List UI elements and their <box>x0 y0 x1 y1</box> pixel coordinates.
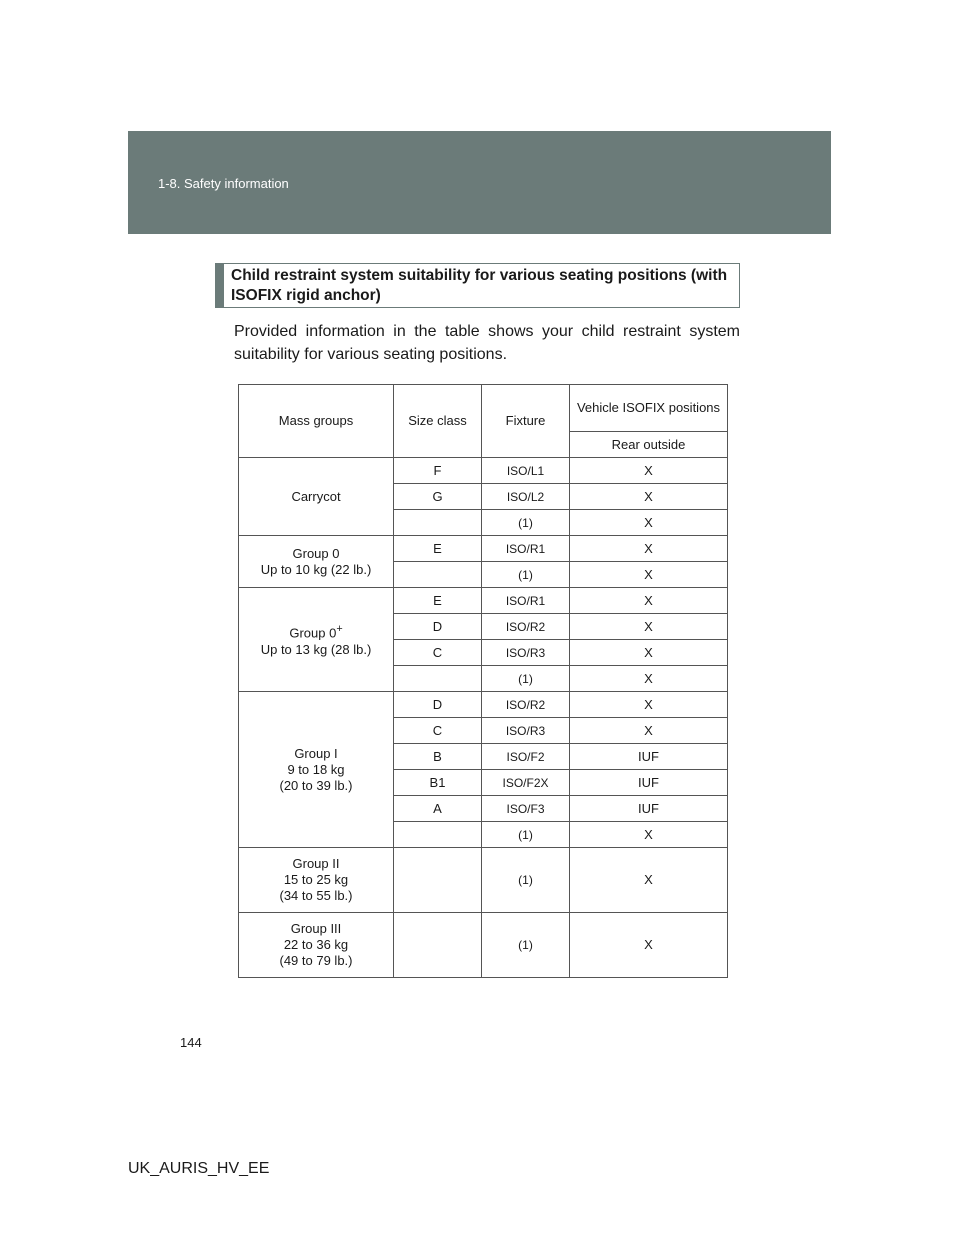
size-class-cell: C <box>394 640 482 666</box>
mass-group-range: 15 to 25 kg (34 to 55 lb.) <box>279 872 353 903</box>
size-class-cell: D <box>394 692 482 718</box>
table-row <box>239 913 728 978</box>
page-number: 144 <box>180 1035 202 1050</box>
mass-group-cell <box>239 536 394 588</box>
rear-outside-cell: X <box>570 588 728 614</box>
mass-group-name: Group II <box>292 856 340 871</box>
mass-group-name: Group III <box>290 921 342 936</box>
section-header-band <box>128 131 831 234</box>
rear-outside-cell: X <box>570 510 728 536</box>
mass-group-name: Group 0 <box>292 545 340 561</box>
rear-outside-cell: X <box>570 848 728 913</box>
rear-outside-cell: X <box>570 536 728 562</box>
size-class-cell <box>394 562 482 588</box>
size-class-cell: C <box>394 718 482 744</box>
size-class-cell: A <box>394 796 482 822</box>
table-row <box>239 536 728 562</box>
size-class-cell <box>394 666 482 692</box>
size-class-cell <box>394 510 482 536</box>
rear-outside-cell: X <box>570 822 728 848</box>
size-class-cell: E <box>394 536 482 562</box>
fixture-cell: (1) <box>482 562 570 588</box>
fixture-cell: (1) <box>482 666 570 692</box>
heading-accent-bar <box>216 264 224 307</box>
topic-heading: Child restraint system suitability for various seating positions (with ISOFIX rigid anchor) <box>231 267 728 304</box>
fixture-cell: ISO/R3 <box>482 718 570 744</box>
rear-outside-cell: X <box>570 718 728 744</box>
topic-heading-box <box>215 263 740 308</box>
mass-group-superscript: + <box>336 623 343 636</box>
fixture-cell: ISO/F3 <box>482 796 570 822</box>
fixture-cell: (1) <box>482 510 570 536</box>
size-class-cell: B <box>394 744 482 770</box>
rear-outside-cell: IUF <box>570 796 728 822</box>
fixture-cell: (1) <box>482 913 570 978</box>
mass-group-name: Group I <box>294 745 338 761</box>
fixture-cell: (1) <box>482 822 570 848</box>
mass-group-range: Up to 10 kg (22 lb.) <box>260 561 372 577</box>
fixture-cell: ISO/R1 <box>482 588 570 614</box>
size-class-cell: E <box>394 588 482 614</box>
rear-outside-cell: X <box>570 913 728 978</box>
fixture-cell: ISO/R2 <box>482 614 570 640</box>
header-size-class: Size class <box>394 385 482 458</box>
fixture-cell: ISO/R2 <box>482 692 570 718</box>
mass-group-range: Up to 13 kg (28 lb.) <box>260 641 372 657</box>
size-class-cell: D <box>394 614 482 640</box>
fixture-cell: ISO/R1 <box>482 536 570 562</box>
mass-group-range: 9 to 18 kg (20 to 39 lb.) <box>279 761 353 793</box>
header-vehicle-isofix-positions: Vehicle ISOFIX positions <box>570 385 728 432</box>
rear-outside-cell: X <box>570 484 728 510</box>
mass-group-cell <box>239 848 394 913</box>
isofix-suitability-table <box>238 384 728 978</box>
table-row <box>239 588 728 614</box>
mass-group-name: Group 0 <box>289 625 337 641</box>
fixture-cell: (1) <box>482 848 570 913</box>
size-class-cell: F <box>394 458 482 484</box>
rear-outside-cell: X <box>570 692 728 718</box>
rear-outside-cell: IUF <box>570 770 728 796</box>
fixture-cell: ISO/L1 <box>482 458 570 484</box>
section-title: 1-8. Safety information <box>158 176 289 191</box>
fixture-cell: ISO/L2 <box>482 484 570 510</box>
size-class-cell <box>394 822 482 848</box>
rear-outside-cell: X <box>570 562 728 588</box>
mass-group-name: Carrycot <box>291 488 341 504</box>
fixture-cell: ISO/F2 <box>482 744 570 770</box>
table-row <box>239 848 728 913</box>
rear-outside-cell: X <box>570 614 728 640</box>
size-class-cell <box>394 913 482 978</box>
size-class-cell <box>394 848 482 913</box>
rear-outside-cell: X <box>570 640 728 666</box>
mass-group-cell <box>239 913 394 978</box>
fixture-cell: ISO/F2X <box>482 770 570 796</box>
size-class-cell: G <box>394 484 482 510</box>
table-row <box>239 692 728 718</box>
mass-group-cell <box>239 692 394 848</box>
table-row <box>239 458 728 484</box>
header-mass-groups: Mass groups <box>239 385 394 458</box>
header-rear-outside: Rear outside <box>570 432 728 458</box>
mass-group-range: 22 to 36 kg (49 to 79 lb.) <box>279 937 353 968</box>
intro-paragraph: Provided information in the table shows your child restraint system suitability for various seating positions. <box>234 323 740 363</box>
rear-outside-cell: X <box>570 666 728 692</box>
mass-group-cell <box>239 458 394 536</box>
size-class-cell: B1 <box>394 770 482 796</box>
mass-group-cell <box>239 588 394 692</box>
rear-outside-cell: X <box>570 458 728 484</box>
rear-outside-cell: IUF <box>570 744 728 770</box>
document-code: UK_AURIS_HV_EE <box>128 1160 270 1177</box>
header-fixture: Fixture <box>482 385 570 458</box>
fixture-cell: ISO/R3 <box>482 640 570 666</box>
